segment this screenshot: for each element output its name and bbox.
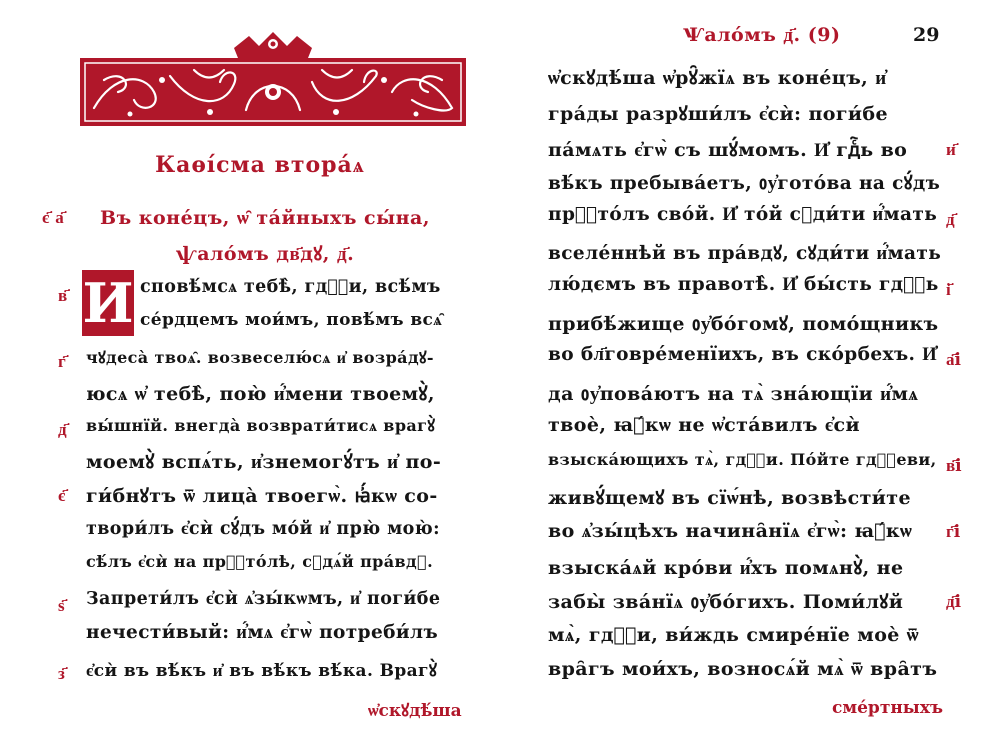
verse-number: і҃ bbox=[946, 280, 951, 300]
verse-number: в҃і bbox=[946, 456, 962, 476]
ornamental-headpiece bbox=[74, 28, 472, 132]
text-line: юсѧ ѡ҆ тебѣ̀, пою̀ и҆́мени твоемꙋ̀, bbox=[86, 383, 435, 405]
text-line: вселе́ннѣй въ пра́вдꙋ, сꙋди́ти и҆́мать bbox=[548, 243, 942, 264]
verse-number: г҃ bbox=[58, 352, 66, 372]
text-line: моемꙋ̀ вспѧ́ть, и҆знемогꙋ́тъ и҆ по- bbox=[86, 451, 442, 473]
text-line: сѣ́лъ є҆сѝ на прⷭ҇то́лѣ, сꙋдѧ́й пра́вдꙋ. bbox=[86, 552, 434, 571]
text-line: твоѐ, ꙗ҆́кѡ не ѡ҆ста́вилъ є҆сѝ bbox=[548, 414, 860, 436]
text-line: взыска́ѧй кро́ви и҆́хъ помѧнꙋ̀, не bbox=[548, 557, 904, 579]
text-line: мѧ̀, гдⷭ҇и, ви́ждь смире́нїе моѐ ѿ bbox=[548, 624, 919, 646]
text-line: забы̀ зва́нїѧ ᲂу҆бо́гихъ. Поми́лꙋй bbox=[548, 591, 904, 613]
text-line: се́рдцемъ мои́мъ, повѣ́мъ всѧ̑ bbox=[140, 310, 443, 330]
verse-number: д҃ bbox=[946, 210, 955, 230]
psalm-superscription bbox=[0, 200, 500, 272]
verse-number: є҃ bbox=[58, 486, 66, 506]
verse-number: в҃ bbox=[58, 286, 68, 306]
verse-number: и҃ bbox=[946, 140, 956, 160]
verse-number: д҃ bbox=[58, 420, 67, 440]
text-line: ги́бнꙋтъ ѿ лица̀ твоегѡ̀. ꙗ҆́кѡ со- bbox=[86, 485, 438, 507]
text-line: во ѧ҆зы́цѣхъ начина̑нїѧ є҆гѡ̀: ꙗ҆́кѡ bbox=[548, 520, 913, 542]
text-line: ѡ҆скꙋдѣ́ша ѡ҆рꙋ̑жїѧ въ коне́цъ, и҆ bbox=[548, 67, 887, 89]
superscription-line: ѱало́мъ дв҃дꙋ, д҃. bbox=[175, 243, 355, 265]
text-line: нечести́вый: и҆́мѧ є҆гѡ̀ потреби́лъ bbox=[86, 622, 439, 643]
drop-cap-initial: И bbox=[82, 271, 134, 335]
text-line: сповѣ́мсѧ тебѣ̀, гдⷭ҇и, всѣ́мъ bbox=[140, 277, 441, 297]
text-line: взыска́ющихъ тѧ̀, гдⷭ҇и. По́йте гдⷭ҇еви, bbox=[548, 450, 937, 469]
verse-number: г҃і bbox=[946, 522, 961, 542]
text-line: прⷭ҇то́лъ сво́й. И҆ то́й сꙋди́ти и҆́мать bbox=[548, 204, 938, 225]
kathisma-heading: Каѳі́сма втора́ѧ bbox=[155, 152, 365, 178]
text-line: живꙋ́щемꙋ въ сїѡ́нѣ, возвѣсти́те bbox=[548, 487, 911, 509]
text-line: во бл҃говре́менїихъ, въ ско́рбехъ. И҆ bbox=[548, 344, 938, 365]
verse-number: д҃і bbox=[946, 592, 962, 612]
verse-number: з҃ bbox=[58, 664, 65, 684]
text-line: вѣ́къ пребыва́етъ, ᲂу҆гото́ва на сꙋ́дъ bbox=[548, 173, 941, 194]
text-line: чꙋдеса̀ твоѧ̑. возвеселю́сѧ и҆ возра́дꙋ- bbox=[86, 348, 434, 367]
page-number: 29 bbox=[913, 24, 940, 46]
text-line: прибѣ́жище ᲂу҆бо́гомꙋ, помо́щникъ bbox=[548, 313, 939, 335]
verse-number: а҃і bbox=[946, 350, 961, 370]
catchword: ѡ҆скꙋдѣ́ша bbox=[368, 701, 462, 721]
text-line: вы́шнїй. внегда̀ возврати́тисѧ врагꙋ̀ bbox=[86, 416, 436, 435]
catchword: сме́ртныхъ bbox=[832, 698, 944, 718]
text-line: твори́лъ є҆сѝ сꙋ́дъ мо́й и҆ прю̀ мою̀: bbox=[86, 519, 440, 539]
running-title: Ѱало́мъ д҃. (9) bbox=[683, 24, 841, 46]
text-line: Запрети́лъ є҆сѝ ѧ҆зы́кѡмъ, и҆ поги́бе bbox=[86, 589, 441, 609]
right-page bbox=[500, 0, 1000, 751]
text-line: лю́дємъ въ правотѣ̀. И҆ бы́сть гдⷭ҇ь bbox=[548, 274, 939, 295]
text-line: вра̑гъ мои́хъ, возносѧ́й мѧ̀ ѿ вра̑тъ bbox=[548, 658, 938, 680]
text-line: є҆сѝ въ вѣ́къ и҆ въ вѣ́къ вѣ́ка. Врагꙋ̀ bbox=[86, 661, 438, 681]
verse-number: ѕ҃ bbox=[58, 596, 65, 616]
superscription-line: Въ коне́цъ, ѡ̑ та́йныхъ сы́на, bbox=[100, 207, 430, 229]
text-line: па́мѧть є҆гѡ̀ съ шꙋ́момъ. И҆ гдⷭ҇ь во bbox=[548, 139, 908, 161]
text-line: гра́ды разрꙋши́лъ є҆сѝ: поги́бе bbox=[548, 103, 888, 125]
text-line: да ᲂу҆пова́ютъ на тѧ̀ зна́ющїи и҆́мѧ bbox=[548, 383, 919, 405]
superscription-verse-number: є҃ а҃ bbox=[42, 208, 64, 228]
